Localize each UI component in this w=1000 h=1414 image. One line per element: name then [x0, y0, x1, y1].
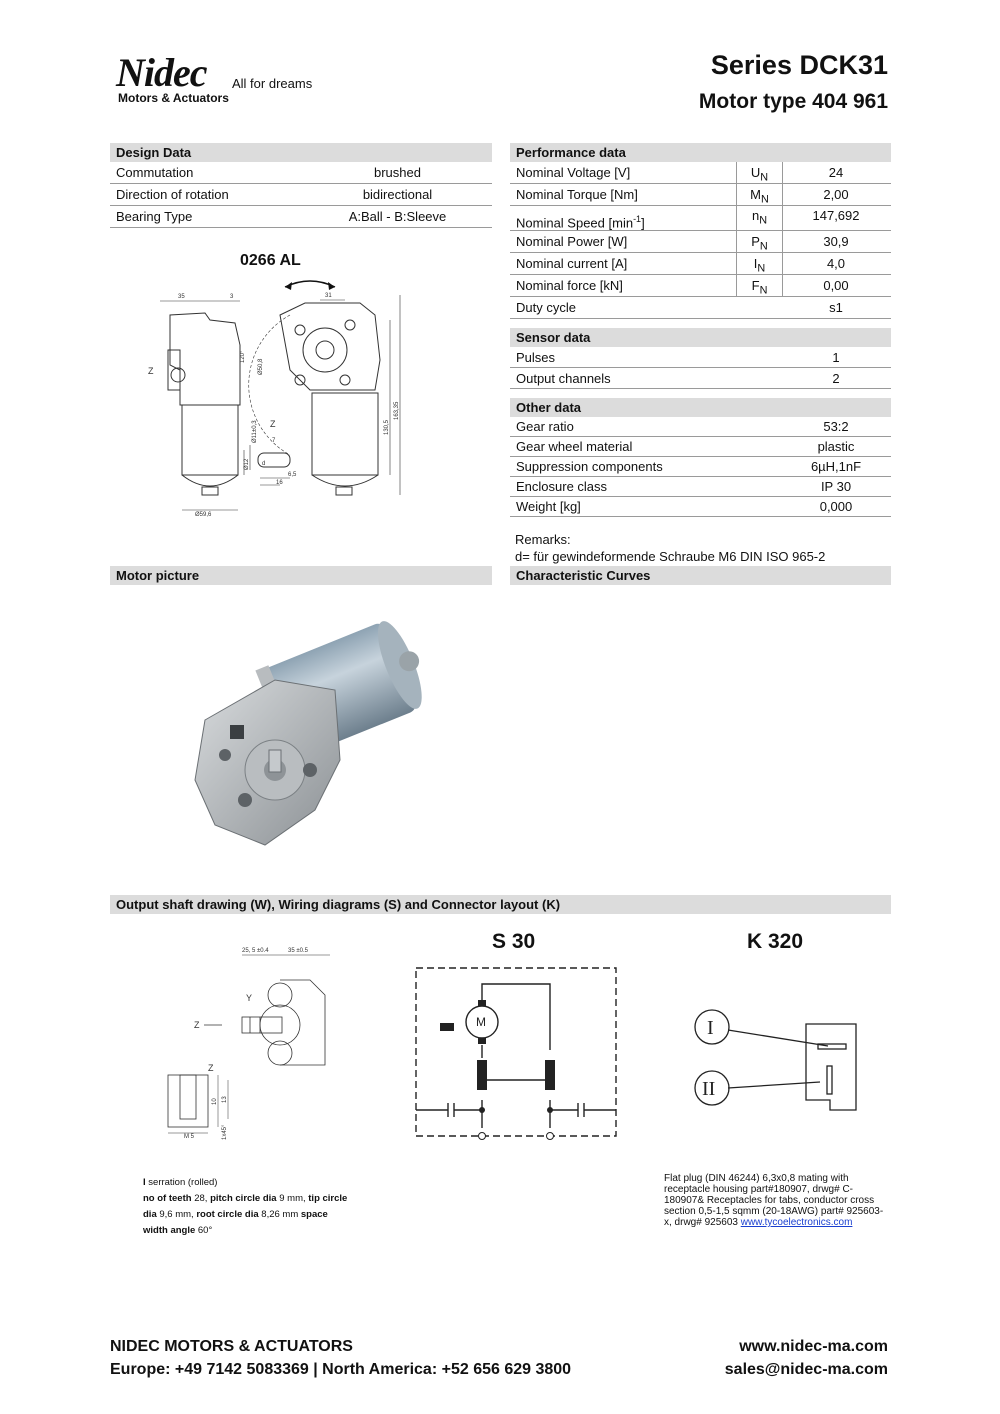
sensor-row: Output channels 2 [510, 368, 891, 389]
remarks-text: d= für gewindeformende Schraube M6 DIN ISO 965-2 [515, 549, 826, 564]
design-data-table [110, 143, 492, 228]
dim-12: Ø12 [244, 458, 250, 470]
perf-row: Nominal Voltage [V] $U_N$ 24 [510, 162, 891, 184]
footer-company: NIDEC MOTORS & ACTUATORS [110, 1338, 353, 1355]
dim-7: 7 [272, 438, 276, 444]
motor-type-title: Motor type 404 961 [698, 90, 888, 113]
motor-photo [175, 610, 445, 860]
design-row: Bearing Type A:Ball - B:Sleeve [110, 206, 492, 228]
dim-163: 163,35 [394, 401, 400, 420]
pin-2-label: II [702, 1078, 716, 1100]
duty-row: Duty cycle s1 [510, 297, 891, 319]
connector-diagram [680, 1000, 880, 1130]
dim-59: Ø59,6 [195, 512, 212, 518]
dim-d: d [262, 461, 266, 467]
dim-10: 10 [212, 1098, 218, 1105]
other-data-table [510, 398, 891, 517]
dim-120: 120° [240, 350, 246, 363]
view-y: Y [246, 993, 253, 1003]
serration-spec: I serration (rolled) no of teeth 28, pitch circle dia 9 mm, tip circle dia 9,6 mm, root circle dia 8,26 mm space width angle 60° [143, 1177, 348, 1236]
perf-row: Nominal Speed $[\min^{-1}]$ $n_N$ 147,692 [510, 206, 891, 231]
wiring-diagram [410, 960, 625, 1150]
tagline: All for dreams [232, 76, 313, 91]
series-title: Series DCK31 [710, 50, 888, 80]
dim-3: 3 [230, 294, 234, 300]
tyco-link[interactable]: www.tycoelectronics.com [740, 1217, 853, 1228]
view-z-left: Z [148, 366, 154, 376]
dim-50: Ø50,8 [258, 358, 264, 375]
dim-130: 130,5 [384, 419, 390, 435]
remarks [515, 531, 825, 565]
dim-11: Ø11±0,3 [252, 420, 258, 443]
footer-phones: Europe: +49 7142 5083369 | North America: +52 656 629 3800 [110, 1361, 572, 1378]
design-row: Direction of rotation bidirectional [110, 184, 492, 206]
pin-1-label: I [707, 1017, 714, 1039]
brand-logo [116, 50, 229, 105]
connector-title: K 320 [747, 930, 804, 953]
dim-65: 6,5 [288, 472, 297, 478]
perf-row: Nominal Torque [Nm] $M_N$ 2,00 [510, 184, 891, 206]
other-row: Enclosure class IP 30 [510, 477, 891, 497]
remarks-title: Remarks: [515, 532, 571, 547]
dim-31: 31 [325, 293, 332, 299]
connector-note: Flat plug (DIN 46244) 6,3x0,8 mating with receptacle housing part#180907, drwg# C-180907& Receptacles for tabs, conductor cross section 0,5-1,5 sqmm (20-18AWG) part# 925603-x, drwg# 925603 www.tycoelectronics.com [664, 1173, 884, 1228]
logo-subtitle: Motors & Actuators [118, 91, 229, 105]
view-z-detail: Z [270, 419, 276, 429]
dim-35: 35 [178, 294, 185, 300]
footer-email[interactable]: sales@nidec-ma.com [724, 1361, 888, 1378]
other-row: Suppression components 6µH,1nF [510, 457, 891, 477]
dim-35-shaft: 35 ±0.5 [288, 948, 308, 954]
dim-chamfer: 1x45° [222, 1124, 228, 1140]
other-row: Weight [kg] 0,000 [510, 497, 891, 517]
motor-picture-header: Motor picture [110, 566, 492, 585]
section-z: Z [208, 1063, 214, 1073]
sensor-data-table [510, 328, 891, 389]
view-z-shaft: Z [194, 1020, 200, 1030]
perf-row: Nominal current [A] $I_N$ 4,0 [510, 253, 891, 275]
rotation-arrow [285, 281, 335, 287]
sensor-row: Pulses 1 [510, 347, 891, 368]
output-shaft-drawing [150, 935, 340, 1145]
drawing-label: 0266 AL [240, 252, 301, 269]
dim-m5: M 5 [184, 1134, 195, 1140]
logo-wordmark: Nidec [116, 50, 207, 95]
footer-web[interactable]: www.nidec-ma.com [739, 1338, 888, 1355]
other-header: Other data [510, 398, 891, 417]
design-data-header: Design Data [110, 143, 492, 162]
dim-16: 16 [276, 480, 283, 486]
performance-data-table [510, 143, 891, 319]
sensor-header: Sensor data [510, 328, 891, 347]
perf-row: Nominal Power [W] $P_N$ 30,9 [510, 231, 891, 253]
other-row: Gear wheel material plastic [510, 437, 891, 457]
dim-13: 13 [222, 1096, 228, 1103]
motor-symbol-letter: M [476, 1015, 486, 1029]
dim-25-5: 25, 5 ±0.4 [242, 948, 269, 954]
design-row: Commutation brushed [110, 162, 492, 184]
wiring-title: S 30 [492, 930, 536, 953]
output-section-header: Output shaft drawing (W), Wiring diagrams (S) and Connector layout (K) [110, 895, 891, 914]
motor-dimension-drawing [140, 275, 430, 520]
curves-header: Characteristic Curves [510, 566, 891, 585]
perf-row: Nominal force [kN] $F_N$ 0,00 [510, 275, 891, 297]
other-row: Gear ratio 53:2 [510, 417, 891, 437]
performance-header: Performance data [510, 143, 891, 162]
